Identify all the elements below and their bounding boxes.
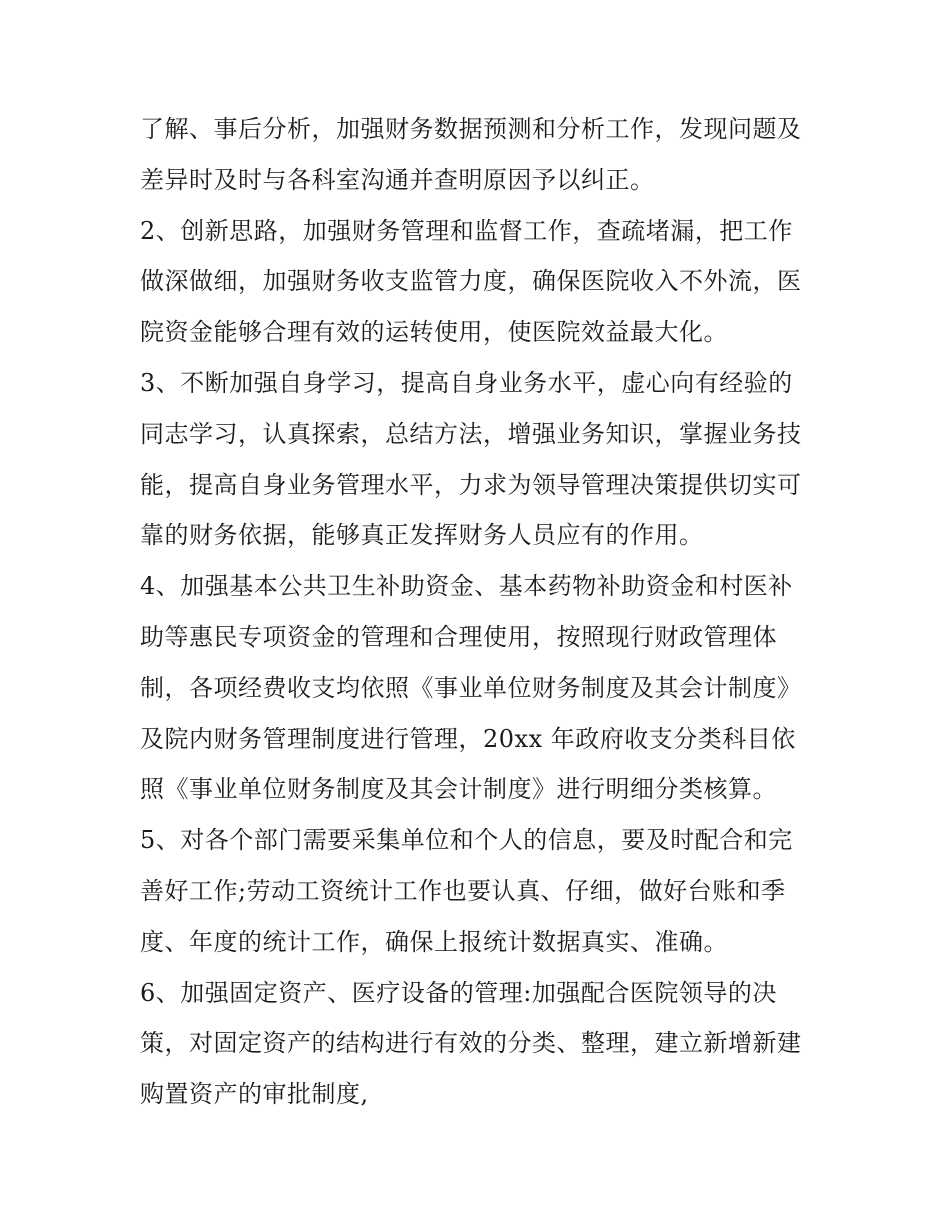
text-line: 5、对各个部门需要采集单位和个人的信息，要及时配合和完: [140, 826, 793, 855]
text-line: 能，提高自身业务管理水平，力求为领导管理决策提供切实可: [140, 470, 802, 499]
text-line: 同志学习，认真探索，总结方法，增强业务知识，掌握业务技: [140, 419, 802, 448]
text-line: 3、不断加强自身学习，提高自身业务水平，虚心向有经验的: [140, 368, 793, 397]
text-line: 差异时及时与各科室沟通并查明原因予以纠正。: [140, 165, 655, 194]
text-line: 助等惠民专项资金的管理和合理使用，按照现行财政管理体: [140, 622, 777, 651]
text-line: 做深做细，加强财务收支监管力度，确保医院收入不外流，医: [140, 267, 802, 296]
text-line: 4、加强基本公共卫生补助资金、基本药物补助资金和村医补: [140, 572, 793, 601]
text-line: 善好工作;劳动工资统计工作也要认真、仔细，做好台账和季: [140, 876, 786, 905]
document-body: [140, 104, 830, 1120]
text-line: 策，对固定资产的结构进行有效的分类、整理，建立新增新建: [140, 1029, 802, 1058]
text-line: 靠的财务依据，能够真正发挥财务人员应有的作用。: [140, 521, 704, 550]
text-line: 6、加强固定资产、医疗设备的管理:加强配合医院领导的决: [140, 978, 777, 1007]
text-line: 院资金能够合理有效的运转使用，使医院效益最大化。: [140, 318, 728, 347]
text-line: 2、创新思路，加强财务管理和监督工作，查疏堵漏，把工作: [140, 216, 793, 245]
text-line: 购置资产的审批制度,: [140, 1080, 369, 1109]
text-line: 制，各项经费收支均依照《事业单位财务制度及其会计制度》: [140, 673, 802, 702]
text-line: 照《事业单位财务制度及其会计制度》进行明细分类核算。: [140, 775, 777, 804]
text-line: 及院内财务管理制度进行管理，20xx 年政府收支分类科目依: [140, 724, 796, 753]
text-line: 了解、事后分析，加强财务数据预测和分析工作，发现问题及: [140, 115, 802, 143]
text-line: 度、年度的统计工作，确保上报统计数据真实、准确。: [140, 927, 728, 956]
